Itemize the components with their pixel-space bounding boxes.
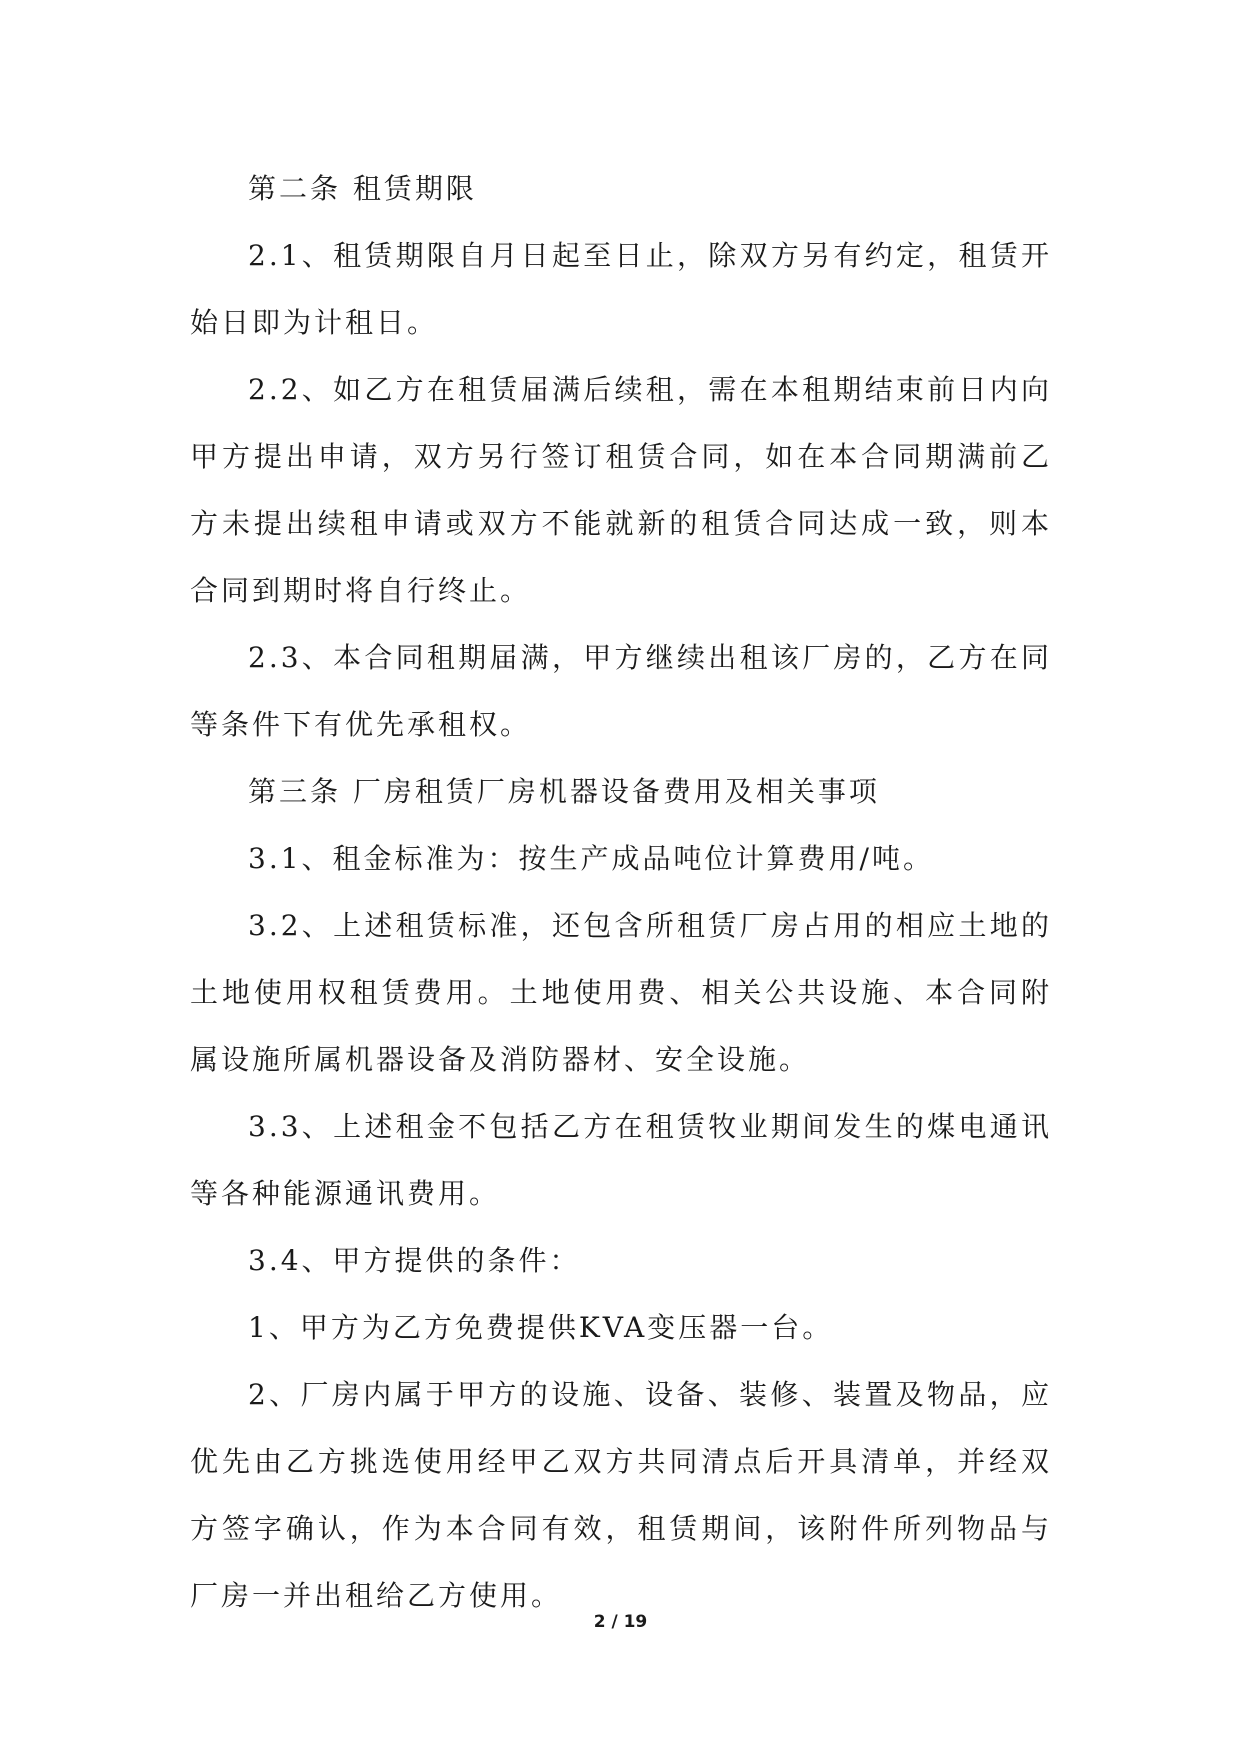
clause-2-3: 2.3、本合同租期届满，甲方继续出租该厂房的，乙方在同等条件下有优先承租权。 — [190, 641, 1052, 741]
clause-2-1: 2.1、租赁期限自月日起至日止，除双方另有约定，租赁开始日即为计租日。 — [190, 239, 1052, 339]
list-item-2: 2、厂房内属于甲方的设施、设备、装修、装置及物品，应优先由乙方挑选使用经甲乙双方共同清点后开具清单，并经双方签字确认，作为本合同有效，租赁期间，该附件所列物品与厂房一并出租给乙方使用。 — [190, 1378, 1052, 1612]
clause-3-3: 3.3、上述租金不包括乙方在租赁牧业期间发生的煤电通讯等各种能源通讯费用。 — [190, 1110, 1052, 1210]
document-body — [190, 155, 1052, 1629]
section-heading-article-3: 第三条 厂房租赁厂房机器设备费用及相关事项 — [248, 775, 880, 808]
page-number: 2 / 19 — [593, 1612, 648, 1632]
section-heading-article-2: 第二条 租赁期限 — [248, 172, 477, 205]
list-item-1: 1、甲方为乙方免费提供KVA变压器一台。 — [248, 1311, 834, 1344]
clause-2-2: 2.2、如乙方在租赁届满后续租，需在本租期结束前日内向甲方提出申请，双方另行签订租赁合同，如在本合同期满前乙方未提出续租申请或双方不能就新的租赁合同达成一致，则本合同到期时将自行终止。 — [190, 373, 1052, 607]
clause-3-4: 3.4、甲方提供的条件： — [248, 1244, 581, 1277]
clause-3-1: 3.1、租金标准为：按生产成品吨位计算费用/吨。 — [248, 842, 934, 875]
clause-3-2: 3.2、上述租赁标准，还包含所租赁厂房占用的相应土地的土地使用权租赁费用。土地使用费、相关公共设施、本合同附属设施所属机器设备及消防器材、安全设施。 — [190, 909, 1052, 1076]
